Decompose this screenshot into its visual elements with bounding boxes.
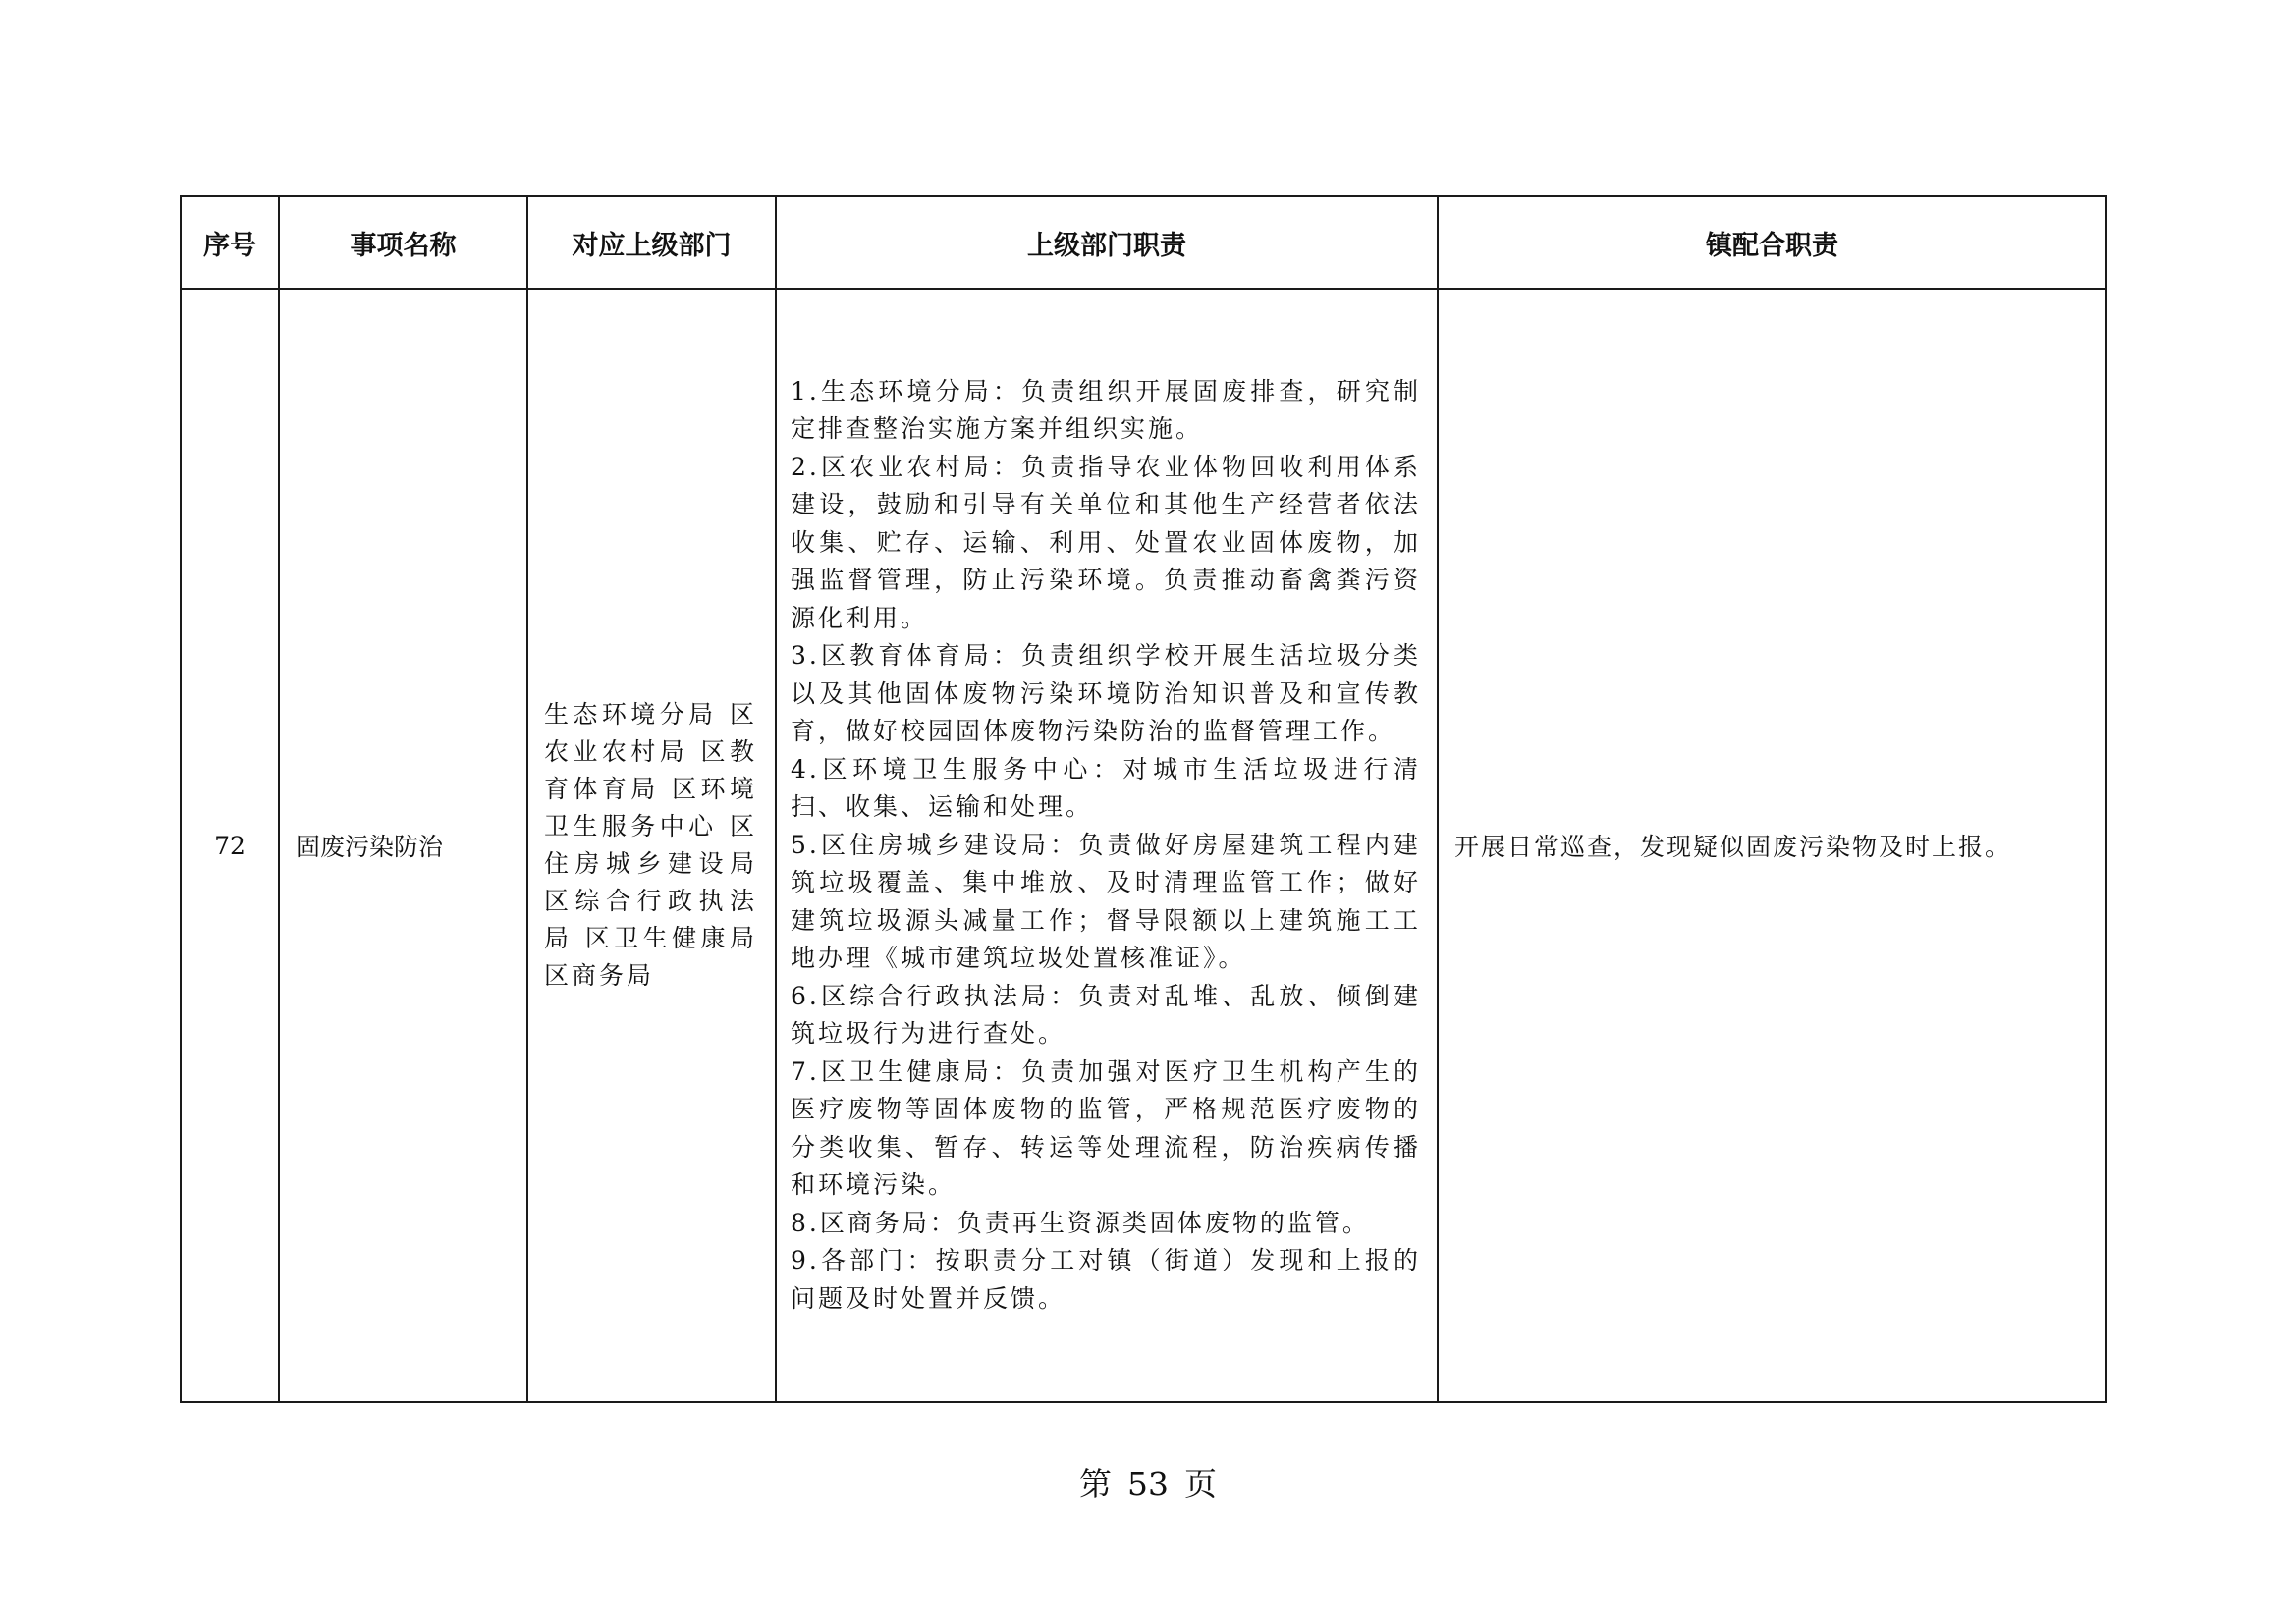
cell-superior-department xyxy=(527,289,776,1402)
duty-item: 7.区卫生健康局：负责加强对医疗卫生机构产生的医疗废物等固体废物的监管，严格规范医疗废物的分类收集、暂存、转运等处理流程，防治疾病传播和环境污染。 xyxy=(791,1056,1421,1200)
page-label-prefix: 第 xyxy=(1079,1465,1112,1503)
cell-serial-number: 72 xyxy=(181,289,279,1402)
table-row xyxy=(181,289,2106,1402)
duty-item: 9.各部门：按职责分工对镇（街道）发现和上报的问题及时处置并反馈。 xyxy=(791,1246,1421,1313)
department-list: 生态环境分局 区农业农村局 区教育体育局 区环境卫生服务中心 区住房城乡建设局 区综合行政执法局 区卫生健康局 区商务局 xyxy=(544,700,757,990)
page-footer xyxy=(0,1459,2296,1505)
page-number: 53 xyxy=(1127,1465,1169,1503)
header-superior-department: 对应上级部门 xyxy=(527,196,776,289)
duty-item: 2.区农业农村局：负责指导农业体物回收利用体系建设，鼓励和引导有关单位和其他生产经营者依法收集、贮存、运输、利用、处置农业固体废物，加强监督管理，防止污染环境。负责推动畜禽粪污资源化利用。 xyxy=(791,452,1421,632)
page-label-suffix: 页 xyxy=(1184,1465,1217,1503)
duty-item: 8.区商务局：负责再生资源类固体废物的监管。 xyxy=(791,1208,1370,1237)
duty-item: 4.区环境卫生服务中心：对城市生活垃圾进行清扫、收集、运输和处理。 xyxy=(791,754,1421,822)
duty-item: 6.区综合行政执法局：负责对乱堆、乱放、倾倒建筑垃圾行为进行查处。 xyxy=(791,981,1421,1049)
duty-item: 1.生态环境分局：负责组织开展固废排查，研究制定排查整治实施方案并组织实施。 xyxy=(791,376,1421,444)
cell-town-cooperation-duties: 开展日常巡查，发现疑似固废污染物及时上报。 xyxy=(1438,289,2106,1402)
header-town-cooperation-duties: 镇配合职责 xyxy=(1438,196,2106,289)
cell-item-name: 固废污染防治 xyxy=(279,289,527,1402)
cell-superior-duties xyxy=(776,289,1438,1402)
duty-item: 3.区教育体育局：负责组织学校开展生活垃圾分类以及其他固体废物污染环境防治知识普及和宣传教育，做好校园固体废物污染防治的监督管理工作。 xyxy=(791,641,1421,746)
duty-item: 5.区住房城乡建设局：负责做好房屋建筑工程内建筑垃圾覆盖、集中堆放、及时清理监管工作；做好建筑垃圾源头减量工作；督导限额以上建筑施工工地办理《城市建筑垃圾处置核准证》。 xyxy=(791,830,1421,973)
header-serial-number: 序号 xyxy=(181,196,279,289)
table-header-row xyxy=(181,196,2106,289)
header-item-name: 事项名称 xyxy=(279,196,527,289)
header-superior-duties: 上级部门职责 xyxy=(776,196,1438,289)
duty-table xyxy=(180,195,2107,1403)
